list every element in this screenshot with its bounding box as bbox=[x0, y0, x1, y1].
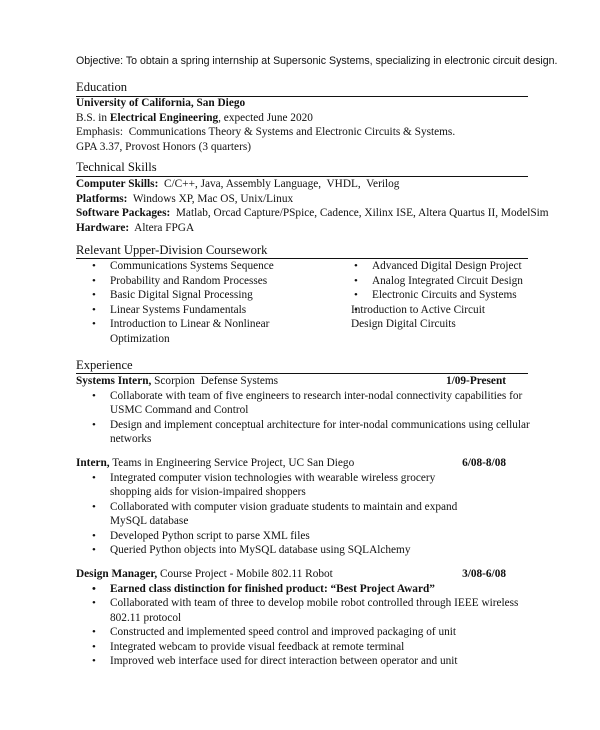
skill-computer bbox=[76, 177, 549, 192]
skills-heading: Technical Skills bbox=[76, 160, 157, 174]
skill-label: Software Packages: bbox=[76, 207, 171, 219]
job-bullet: • Integrated computer vision technologies with wearable wireless grocery shopping aids for vision-impaired shoppers bbox=[76, 471, 476, 500]
job-bullets bbox=[76, 582, 541, 669]
job-bullet: • Integrated webcam to provide visual feedback at remote terminal bbox=[76, 640, 541, 655]
job-bullet: • Design and implement conceptual architecture for inter-nodal communications using cellular networks bbox=[76, 418, 531, 447]
job-org: Scorpion Defense Systems bbox=[151, 375, 279, 387]
course-item: • Probability and Random Processes bbox=[76, 274, 338, 289]
job-title: Systems Intern, bbox=[76, 375, 152, 387]
job-systems-intern bbox=[76, 374, 531, 447]
course-item: • Basic Digital Signal Processing bbox=[76, 288, 338, 303]
job-bullet: • Constructed and implemented speed control and improved packaging of unit bbox=[76, 625, 541, 640]
experience-heading: Experience bbox=[76, 358, 133, 372]
course-item: • Electronic Circuits and Systems bbox=[338, 288, 538, 303]
job-dates: 3/08-6/08 bbox=[462, 568, 506, 580]
job-bullets bbox=[76, 389, 531, 447]
job-bullet: • Improved web interface used for direct interaction between operator and unit bbox=[76, 654, 541, 669]
skill-label: Hardware: bbox=[76, 221, 130, 234]
job-highlight: • Earned class distinction for finished product: “Best Project Award” bbox=[76, 582, 541, 597]
skill-software bbox=[76, 206, 549, 221]
job-design-manager bbox=[76, 567, 541, 669]
job-header bbox=[76, 456, 506, 471]
job-header bbox=[76, 374, 506, 389]
job-intern bbox=[76, 456, 531, 558]
job-title: Design Manager, bbox=[76, 568, 158, 580]
education-section bbox=[76, 96, 455, 154]
degree bbox=[76, 111, 455, 126]
school: University of California, San Diego bbox=[76, 97, 246, 109]
job-bullet: • Collaborated with team of three to develop mobile robot controlled through IEEE wireless 802.11 protocol bbox=[76, 596, 541, 625]
coursework-left bbox=[76, 259, 338, 346]
degree-prefix: B.S. in bbox=[76, 111, 110, 124]
job-title: Intern, bbox=[76, 457, 110, 469]
education-heading: Education bbox=[76, 80, 128, 94]
course-item: • Linear Systems Fundamentals bbox=[76, 303, 338, 318]
job-bullet: • Collaborate with team of five engineers to research inter-nodal connectivity capabilities for USMC Command and Control bbox=[76, 389, 531, 418]
job-bullet: • Developed Python script to parse XML files bbox=[76, 529, 476, 544]
skill-platforms bbox=[76, 192, 549, 207]
coursework-heading: Relevant Upper-Division Coursework bbox=[76, 243, 268, 257]
skill-value: Windows XP, Mac OS, Unix/Linux bbox=[127, 192, 294, 205]
course-item: • Introduction to Linear & Nonlinear Optimization bbox=[76, 317, 280, 346]
coursework-right bbox=[338, 259, 538, 346]
job-org: Course Project - Mobile 802.11 Robot bbox=[157, 568, 333, 580]
skill-value: C/C++, Java, Assembly Language, VHDL, Verilog bbox=[158, 178, 400, 190]
job-bullets bbox=[76, 471, 476, 558]
skill-value: Altera FPGA bbox=[129, 221, 195, 234]
job-header bbox=[76, 567, 506, 582]
skill-label: Platforms: bbox=[76, 192, 128, 205]
course-item: • Introduction to Active Circuit Design Digital Circuits bbox=[338, 303, 516, 332]
course-item: • Communications Systems Sequence bbox=[76, 259, 338, 274]
gpa: GPA 3.37, Provost Honors (3 quarters) bbox=[76, 140, 251, 153]
objective: Objective: To obtain a spring internship at Supersonic Systems, specializing in electronic circuit design. bbox=[76, 55, 558, 67]
emphasis: Emphasis: Communications Theory & Systems and Electronic Circuits & Systems. bbox=[76, 126, 456, 138]
skill-label: Computer Skills: bbox=[76, 178, 159, 190]
skills-section bbox=[76, 177, 549, 235]
coursework-list bbox=[76, 259, 538, 346]
job-org: Teams in Engineering Service Project, UC San Diego bbox=[109, 457, 355, 469]
job-bullet: • Queried Python objects into MySQL database using SQLAlchemy bbox=[76, 543, 476, 558]
skill-value: Matlab, Orcad Capture/PSpice, Cadence, Xilinx ISE, Altera Quartus II, ModelSim bbox=[170, 207, 549, 219]
job-bullet: • Collaborated with computer vision graduate students to maintain and expand MySQL database bbox=[76, 500, 476, 529]
job-dates: 6/08-8/08 bbox=[462, 457, 506, 469]
course-item: • Advanced Digital Design Project bbox=[338, 259, 538, 274]
skill-hardware bbox=[76, 221, 549, 236]
degree-suffix: , expected June 2020 bbox=[218, 111, 313, 124]
job-dates: 1/09-Present bbox=[445, 375, 506, 387]
course-item: • Analog Integrated Circuit Design bbox=[338, 274, 538, 289]
major: Electrical Engineering bbox=[109, 111, 219, 124]
